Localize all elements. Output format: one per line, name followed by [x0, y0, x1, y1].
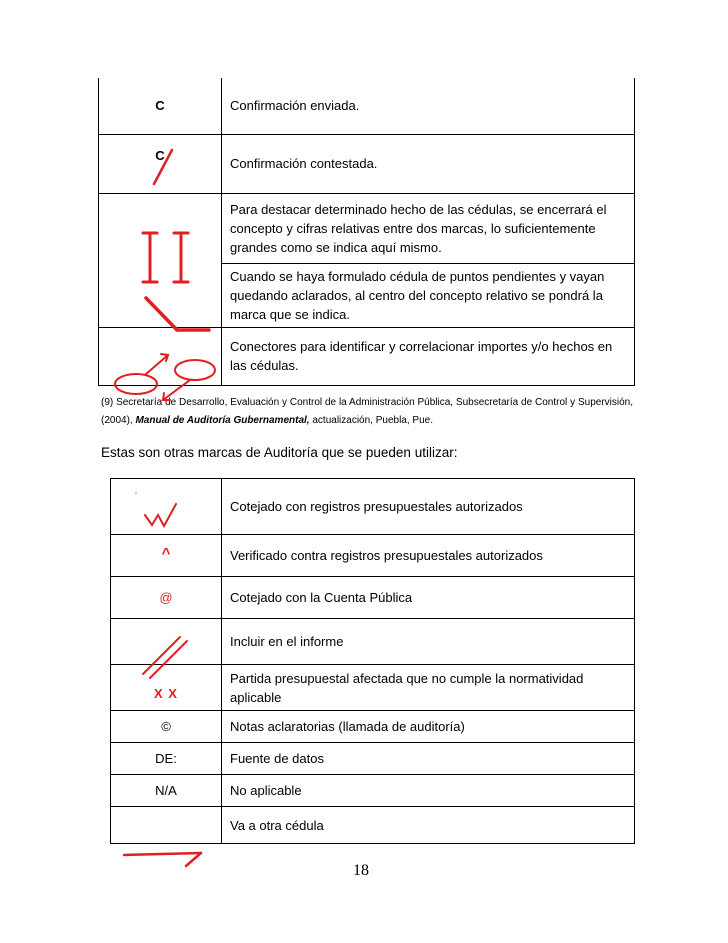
table-row — [111, 711, 635, 743]
mark-copyright: © — [161, 719, 171, 734]
table-row — [111, 665, 635, 711]
description-cell: Confirmación contestada. — [222, 134, 635, 193]
symbol-cell — [99, 78, 222, 134]
mark-caret: ^ — [161, 545, 171, 562]
marks-table-2 — [110, 478, 635, 844]
mark-xx: X X — [154, 686, 178, 701]
symbol-cell — [99, 193, 222, 263]
table-row — [99, 263, 635, 327]
table-row — [111, 535, 635, 577]
symbol-cell — [111, 577, 222, 619]
page-number: 18 — [353, 862, 369, 879]
section-intro: Estas son otras marcas de Auditoría que se pueden utilizar: — [101, 445, 458, 460]
description-cell: No aplicable — [222, 775, 635, 807]
symbol-cell — [111, 535, 222, 577]
description-cell: Cotejado con registros presupuestales autorizados — [222, 479, 635, 535]
symbol-cell — [111, 807, 222, 844]
mark-de: DE: — [155, 751, 177, 766]
mark-at: @ — [159, 590, 173, 605]
table-row — [111, 743, 635, 775]
description-cell: Partida presupuestal afectada que no cumple la normatividad aplicable — [222, 665, 635, 711]
symbol-cell — [111, 711, 222, 743]
table-row — [99, 134, 635, 193]
symbol-cell — [111, 743, 222, 775]
table-row — [99, 193, 635, 263]
symbol-cell — [99, 263, 222, 327]
description-cell: Notas aclaratorias (llamada de auditoría) — [222, 711, 635, 743]
table-row — [111, 577, 635, 619]
table-row — [111, 479, 635, 535]
table-row — [111, 775, 635, 807]
description-cell: Cuando se haya formulado cédula de puntos pendientes y vayan quedando aclarados, al centro del concepto relativo se pondrá la marca que se indica. — [222, 263, 635, 327]
table-row — [111, 807, 635, 844]
description-cell: Para destacar determinado hecho de las cédulas, se encerrará el concepto y cifras relativas entre dos marcas, lo suficientemente grandes como se indica aquí mismo. — [222, 193, 635, 263]
footnote-suffix: actualización, Puebla, Pue. — [309, 415, 433, 426]
footnote-line-1: (9) Secretaría de Desarrollo, Evaluación y Control de la Administración Pública, Subsecretaría de Control y Supervisión, — [101, 397, 633, 408]
description-cell: Incluir en el informe — [222, 619, 635, 665]
footnote-prefix: (2004), — [101, 415, 136, 426]
symbol-cell — [99, 134, 222, 193]
mark-c-sent: C — [155, 98, 165, 114]
symbol-cell — [111, 619, 222, 665]
description-cell: Va a otra cédula — [222, 807, 635, 844]
description-cell: Conectores para identificar y correlacionar importes y/o hechos en las cédulas. — [222, 327, 635, 385]
table-row — [99, 78, 635, 134]
table-row — [99, 327, 635, 385]
table-row — [111, 619, 635, 665]
description-cell: Verificado contra registros presupuestales autorizados — [222, 535, 635, 577]
symbol-cell — [111, 479, 222, 535]
other-sheet-mark-icon — [124, 853, 201, 866]
description-cell: Cotejado con la Cuenta Pública — [222, 577, 635, 619]
symbol-cell — [99, 327, 222, 385]
footnote-line-2 — [101, 414, 433, 428]
marks-table-1 — [98, 78, 635, 386]
symbol-cell — [111, 665, 222, 711]
symbol-cell — [111, 775, 222, 807]
mark-na: N/A — [155, 783, 177, 798]
footnote-title: Manual de Auditoría Gubernamental, — [135, 415, 310, 426]
description-cell: Confirmación enviada. — [222, 78, 635, 134]
mark-c-answered: C — [155, 148, 165, 163]
description-cell: Fuente de datos — [222, 743, 635, 775]
